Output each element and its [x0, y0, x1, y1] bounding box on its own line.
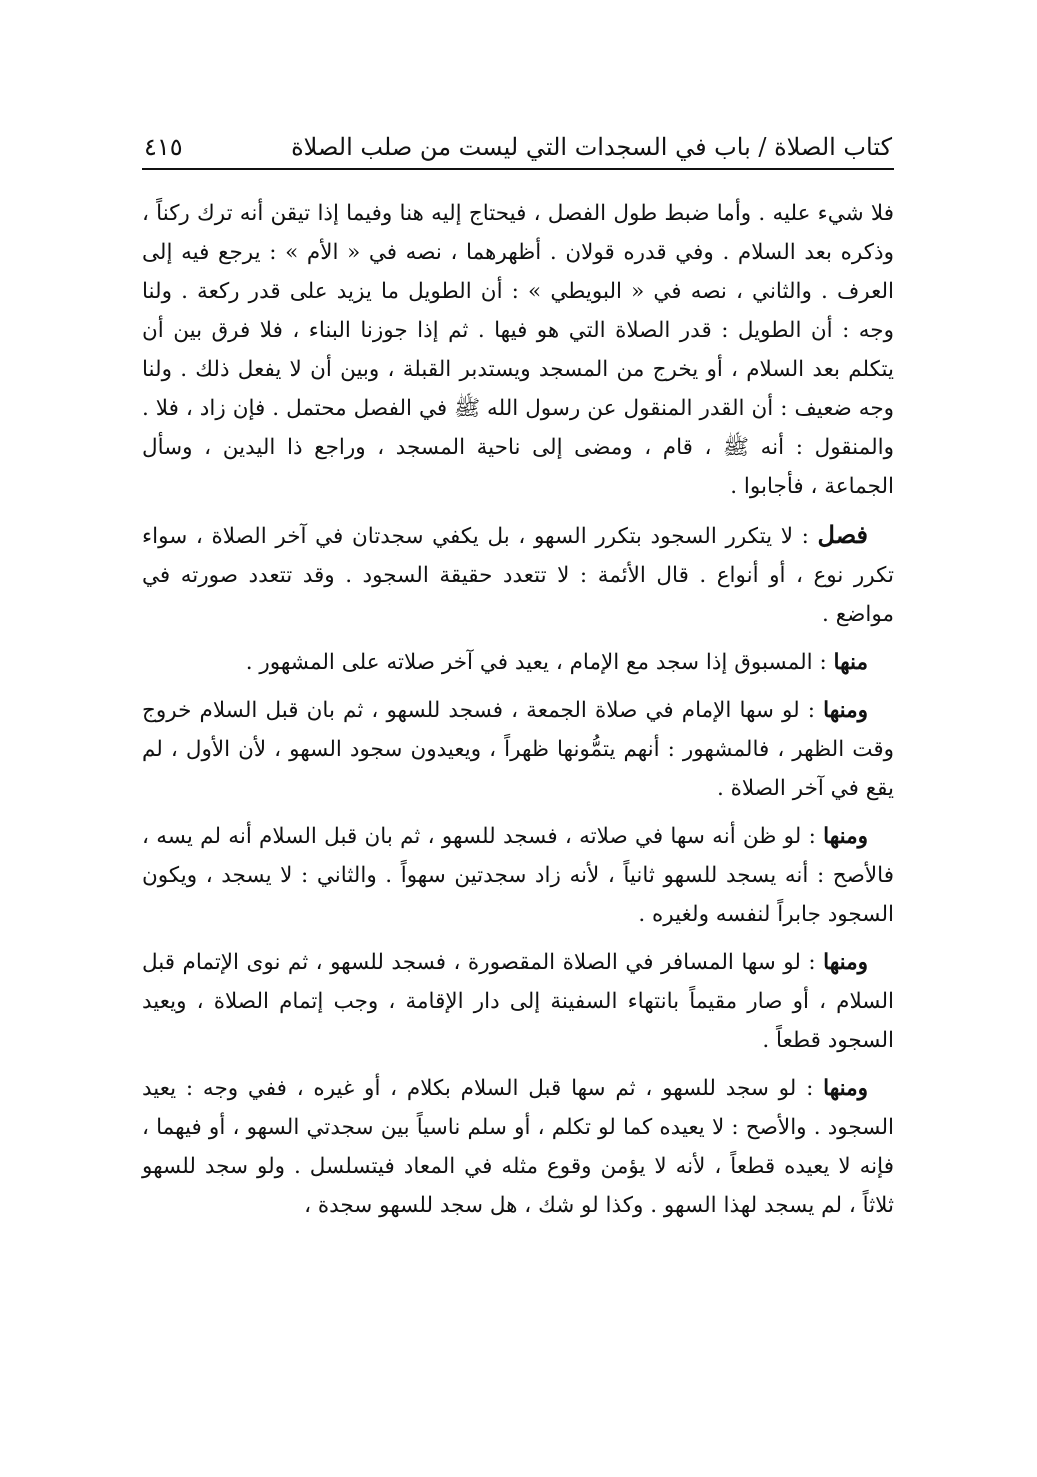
- paragraph-lead: ومنها: [823, 950, 868, 975]
- paragraph-text: : لو سجد للسهو ، ثم سها قبل السلام بكلام ، أو غيره ، ففي وجه : يعيد السجود . والأصح : لا يعيده كما لو تكلم ، أو سلم ناسياً بين سجدتي السهو ، أو فيهما ، فإنه لا يعيده قطعاً ، لأنه لا يؤمن وقوع مثله في المعاد فيتسلسل . ولو سجد للسهو ثلاثاً ، لم يسجد لهذا السهو . وكذا لو شك ، هل سجد للسهو سجدة ،: [142, 1076, 894, 1218]
- paragraph-1: [142, 194, 894, 506]
- paragraph-4: [142, 691, 894, 808]
- section-heading-fasl: فصل: [817, 520, 868, 549]
- running-header: [142, 122, 894, 170]
- paragraph-text: : لا يتكرر السجود بتكرر السهو ، بل يكفي سجدتان في آخر الصلاة ، سواء تكرر نوع ، أو أنواع . قال الأئمة : لا تتعدد حقيقة السجود . وقد تتعدد صورته في مواضع .: [142, 524, 894, 627]
- paragraph-text: فلا شيء عليه . وأما ضبط طول الفصل ، فيحتاج إليه هنا وفيما إذا تيقن أنه ترك ركناً ، وذكره بعد السلام . وفي قدره قولان . أظهرهما ، نصه في « الأم » : يرجع فيه إلى العرف . والثاني ، نصه في « البويطي » : أن الطويل ما يزيد على قدر ركعة . ولنا وجه : أن الطويل : قدر الصلاة التي هو فيها . ثم إذا جوزنا البناء ، فلا فرق بين أن يتكلم بعد السلام ، أو يخرج من المسجد ويستدبر القبلة ، وبين أن لا يفعل ذلك . ولنا وجه ضعيف : أن القدر المنقول عن رسول الله ﷺ في الفصل محتمل . فإن زاد ، فلا . والمنقول : أنه ﷺ ، قام ، ومضى إلى ناحية المسجد ، وراجع ذا اليدين ، وسأل الجماعة ، فأجابوا .: [142, 201, 894, 499]
- page-body: [142, 194, 894, 1225]
- page-number: ٤١٥: [144, 133, 183, 161]
- paragraph-text: : لو سها الإمام في صلاة الجمعة ، فسجد للسهو ، ثم بان قبل السلام خروج وقت الظهر ، فالمشهور : أنهم يتمُّونها ظهراً ، ويعيدون سجود السهو ، لأن الأول ، لم يقع في آخر الصلاة .: [142, 698, 894, 801]
- paragraph-7: [142, 1069, 894, 1225]
- paragraph-5: [142, 817, 894, 934]
- paragraph-lead: ومنها: [823, 1076, 868, 1101]
- book-page: [142, 122, 894, 1225]
- paragraph-3: [142, 643, 894, 682]
- paragraph-2: [142, 515, 894, 634]
- paragraph-6: [142, 943, 894, 1060]
- paragraph-lead: منها: [833, 650, 868, 675]
- paragraph-text: : لو ظن أنه سها في صلاته ، فسجد للسهو ، ثم بان قبل السلام أنه لم يسه ، فالأصح : أنه يسجد للسهو ثانياً ، لأنه زاد سجدتين سهواً . والثاني : لا يسجد ، ويكون السجود جابراً لنفسه ولغيره .: [142, 824, 894, 927]
- paragraph-lead: ومنها: [823, 698, 868, 723]
- paragraph-lead: ومنها: [823, 824, 868, 849]
- paragraph-text: : لو سها المسافر في الصلاة المقصورة ، فسجد للسهو ، ثم نوى الإتمام قبل السلام ، أو صار مقيماً بانتهاء السفينة إلى دار الإقامة ، وجب إتمام الصلاة ، ويعيد السجود قطعاً .: [142, 950, 894, 1053]
- chapter-title: كتاب الصلاة / باب في السجدات التي ليست من صلب الصلاة: [291, 133, 892, 161]
- paragraph-text: : المسبوق إذا سجد مع الإمام ، يعيد في آخر صلاته على المشهور .: [245, 650, 834, 675]
